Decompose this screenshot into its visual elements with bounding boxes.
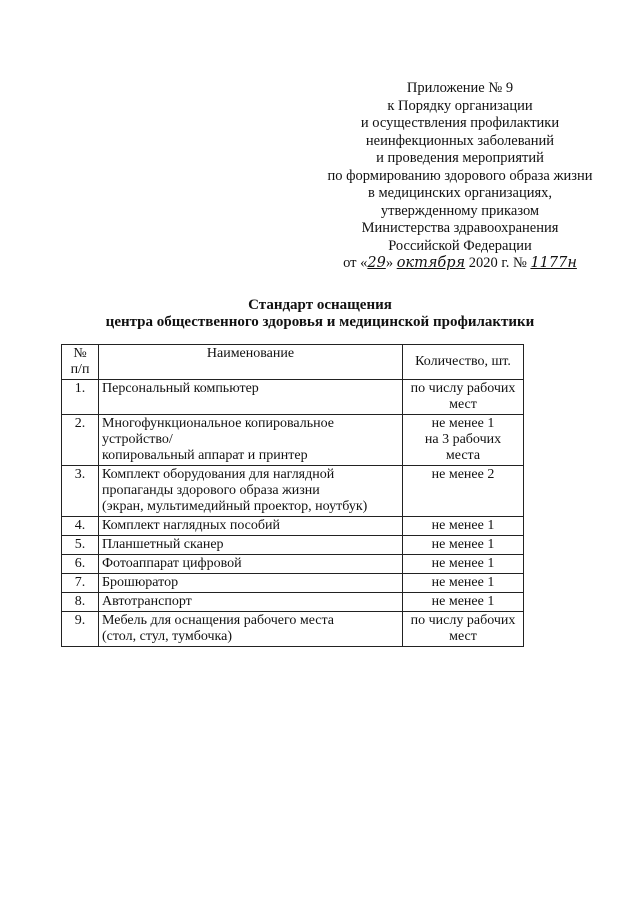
row-name: Мебель для оснащения рабочего места (стол, стул, тумбочка) — [99, 612, 403, 647]
order-number: 1177н — [530, 255, 577, 271]
table-row — [62, 536, 524, 555]
row-quantity: не менее 2 — [403, 466, 524, 517]
table-header-row — [62, 345, 524, 380]
row-number: 3. — [62, 466, 99, 517]
table-row — [62, 555, 524, 574]
row-number: 4. — [62, 517, 99, 536]
row-number: 1. — [62, 380, 99, 415]
attachment-header — [300, 80, 620, 273]
header-number: № п/п — [62, 345, 99, 380]
date-day: 29 — [367, 255, 386, 271]
attachment-line: и осуществления профилактики — [360, 115, 560, 131]
row-name: Многофункциональное копировальное устройство/ копировальный аппарат и принтер — [99, 415, 403, 466]
attachment-line: по формированию здорового образа жизни — [327, 167, 593, 184]
attachment-line: к Порядку организации — [387, 97, 533, 114]
document-title: Стандарт оснащения — [248, 297, 392, 313]
row-name: Комплект наглядных пособий — [99, 517, 403, 536]
row-quantity: по числу рабочих мест — [403, 612, 524, 647]
row-quantity: не менее 1 — [403, 593, 524, 612]
date-month: октября — [396, 255, 466, 271]
table-row — [62, 593, 524, 612]
row-quantity: не менее 1 — [403, 536, 524, 555]
row-name: Планшетный сканер — [99, 536, 403, 555]
row-name: Персональный компьютер — [99, 380, 403, 415]
table-row — [62, 574, 524, 593]
row-number: 9. — [62, 612, 99, 647]
attachment-line: Министерства здравоохранения — [361, 220, 559, 236]
equipment-table — [61, 344, 524, 647]
row-quantity: не менее 1 — [403, 574, 524, 593]
date-mid: » — [385, 255, 394, 271]
row-name: Брошюратор — [99, 574, 403, 593]
attachment-line: и проведения мероприятий — [376, 150, 544, 166]
order-date-line — [300, 255, 620, 273]
row-number: 8. — [62, 593, 99, 612]
row-quantity: не менее 1 — [403, 517, 524, 536]
row-number: 7. — [62, 574, 99, 593]
date-prefix: от « — [343, 255, 368, 271]
header-quantity: Количество, шт. — [403, 345, 524, 380]
row-number: 6. — [62, 555, 99, 574]
attachment-line: в медицинских организациях, — [367, 185, 553, 201]
attachment-line: утвержденному приказом — [380, 202, 540, 219]
header-name: Наименование — [99, 345, 403, 380]
row-name: Комплект оборудования для наглядной пропаганды здорового образа жизни (экран, мультимедийный проектор, ноутбук) — [99, 466, 403, 517]
table-row — [62, 380, 524, 415]
row-name: Фотоаппарат цифровой — [99, 555, 403, 574]
row-quantity: по числу рабочих мест — [403, 380, 524, 415]
attachment-line: Российской Федерации — [388, 237, 532, 254]
row-name: Автотранспорт — [99, 593, 403, 612]
table-row — [62, 415, 524, 466]
table-row — [62, 466, 524, 517]
row-number: 2. — [62, 415, 99, 466]
document-subtitle: центра общественного здоровья и медицинской профилактики — [105, 314, 535, 330]
table-row — [62, 517, 524, 536]
row-number: 5. — [62, 536, 99, 555]
attachment-line: Приложение № 9 — [406, 80, 514, 96]
date-year: 2020 г. № — [468, 255, 527, 271]
row-quantity: не менее 1 на 3 рабочих места — [403, 415, 524, 466]
attachment-line: неинфекционных заболеваний — [365, 132, 555, 149]
row-quantity: не менее 1 — [403, 555, 524, 574]
table-row — [62, 612, 524, 647]
